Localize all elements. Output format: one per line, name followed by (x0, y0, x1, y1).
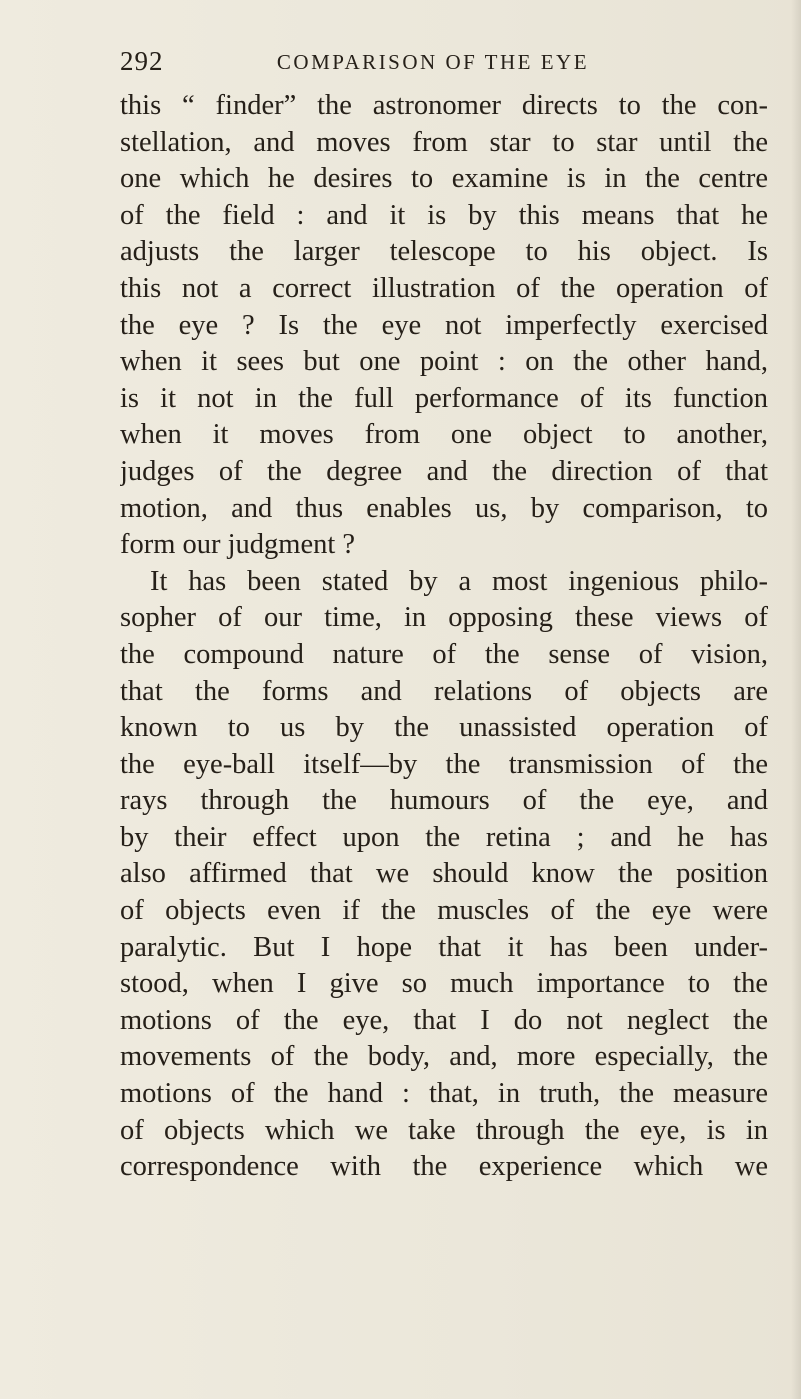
text-line: this “ finder” the astronomer directs to the con- (120, 90, 768, 121)
page-edge-shadow (791, 0, 801, 1399)
text-line: stood, when I give so much importance to the (120, 968, 768, 1000)
text-line: is it not in the full performance of its function (120, 382, 768, 414)
body-text (120, 88, 768, 1186)
text-line: when it moves from one object to another, (120, 419, 768, 451)
text-line: correspondence with the experience which we (120, 1151, 768, 1183)
text-line: known to us by the unassisted operation of (120, 712, 768, 744)
text-line: stellation, and moves from star to star until the (120, 126, 768, 158)
text-line: of objects which we take through the eye, is in (120, 1114, 768, 1146)
text-line-paragraph-start: It has been stated by a most ingenious philo- (150, 565, 768, 597)
text-line: rays through the humours of the eye, and (120, 785, 768, 817)
running-head: COMPARISON OF THE EYE (276, 50, 590, 74)
text-line: motions of the eye, that I do not neglect the (120, 1004, 768, 1036)
text-line: one which he desires to examine is in the centre (120, 163, 768, 195)
text-line: this not a correct illustration of the operation of (120, 272, 768, 304)
text-line: movements of the body, and, more especially, the (120, 1041, 768, 1073)
text-line: also affirmed that we should know the position (120, 858, 768, 890)
text-line: by their effect upon the retina ; and he has (120, 821, 768, 853)
text-line: motion, and thus enables us, by comparison, to (120, 492, 768, 524)
page-header (120, 46, 695, 86)
text-line: judges of the degree and the direction of that (120, 455, 768, 487)
text-line: motions of the hand : that, in truth, the measure (120, 1078, 768, 1110)
text-line: the compound nature of the sense of vision, (120, 638, 768, 670)
text-line: the eye ? Is the eye not imperfectly exercised (120, 309, 768, 341)
text-line: when it sees but one point : on the other hand, (120, 346, 768, 378)
text-line: adjusts the larger telescope to his object. Is (120, 236, 768, 268)
page-number: 292 (120, 46, 164, 76)
text-line-paragraph-end: form our judgment ? (120, 529, 356, 561)
text-line: of objects even if the muscles of the eye were (120, 895, 768, 927)
text-line: paralytic. But I hope that it has been under- (120, 931, 768, 963)
text-line: that the forms and relations of objects are (120, 675, 768, 707)
text-line: of the field : and it is by this means that he (120, 199, 768, 231)
text-line: the eye-ball itself—by the transmission of the (120, 748, 768, 780)
text-line: sopher of our time, in opposing these views of (120, 602, 768, 634)
